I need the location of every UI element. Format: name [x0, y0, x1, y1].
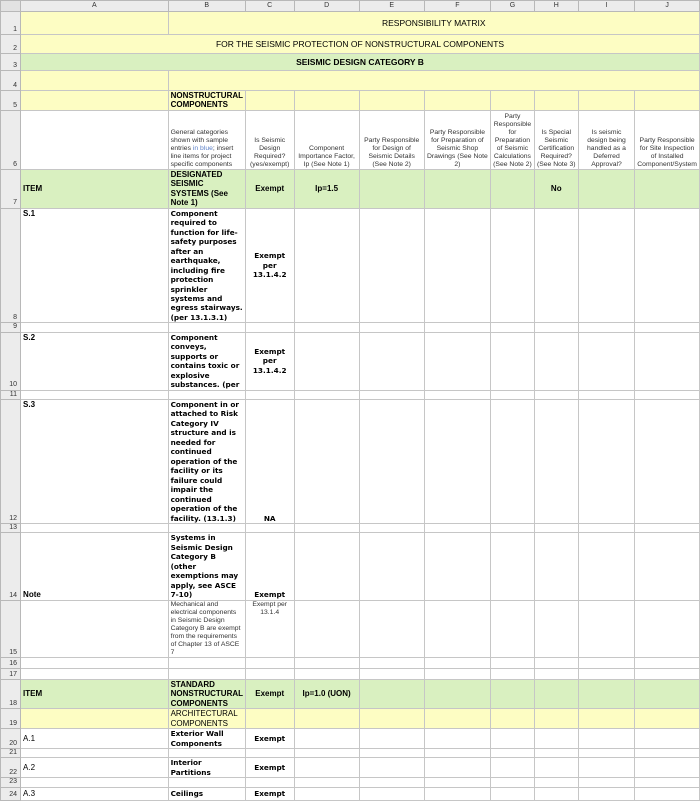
- cell[interactable]: [424, 323, 490, 332]
- cell[interactable]: [359, 332, 424, 390]
- section-header[interactable]: NONSTRUCTURAL COMPONENTS: [168, 91, 245, 111]
- cell[interactable]: [21, 390, 169, 399]
- cell[interactable]: [534, 524, 578, 533]
- cell[interactable]: [534, 668, 578, 679]
- row-header-17[interactable]: 17: [1, 668, 21, 679]
- cell[interactable]: [424, 709, 490, 729]
- column-heading-calculations[interactable]: Party Responsible for Preparation of Seismic Calculations (See Note 2): [491, 110, 535, 169]
- cell[interactable]: [491, 778, 535, 787]
- cell[interactable]: [578, 390, 634, 399]
- cell[interactable]: [424, 729, 490, 749]
- row-header-21[interactable]: 21: [1, 749, 21, 758]
- cell[interactable]: [424, 657, 490, 668]
- cell[interactable]: [635, 533, 700, 600]
- instructions-text-end: ; insert line items for project specific components: [170, 144, 234, 168]
- cell[interactable]: [359, 657, 424, 668]
- cell[interactable]: [578, 169, 634, 208]
- cell[interactable]: [294, 524, 359, 533]
- cell[interactable]: [578, 679, 634, 708]
- cell[interactable]: [424, 778, 490, 787]
- column-heading-certification[interactable]: Is Special Seismic Certification Required? (See Note 3): [534, 110, 578, 169]
- status-value[interactable]: Exempt: [245, 787, 294, 800]
- table-row: [1, 729, 700, 749]
- table-row: [1, 533, 700, 600]
- cell[interactable]: [534, 600, 578, 657]
- cell[interactable]: [491, 208, 535, 323]
- column-heading-design-party[interactable]: Party Responsible for Design of Seismic Details (See Note 2): [359, 110, 424, 169]
- item-code[interactable]: A.3: [21, 787, 169, 800]
- table-row: [1, 600, 700, 657]
- cell[interactable]: [635, 332, 700, 390]
- item-code[interactable]: A.1: [21, 729, 169, 749]
- cell[interactable]: [424, 533, 490, 600]
- table-row: [1, 332, 700, 390]
- item-description[interactable]: Component required to function for life-safety purposes after an earthquake, including fire protection sprinkler systems and egress stairways. (per 13.1.3.1): [168, 208, 245, 323]
- table-row: [1, 758, 700, 778]
- column-header-f[interactable]: F: [424, 1, 490, 12]
- cell[interactable]: [359, 91, 424, 111]
- cell[interactable]: [578, 787, 634, 800]
- cell[interactable]: [578, 778, 634, 787]
- cell[interactable]: [635, 778, 700, 787]
- row-header-13[interactable]: 13: [1, 524, 21, 533]
- cell[interactable]: [21, 110, 169, 169]
- cell[interactable]: [294, 91, 359, 111]
- cell[interactable]: [491, 749, 535, 758]
- cell[interactable]: [534, 533, 578, 600]
- column-header-i[interactable]: I: [578, 1, 634, 12]
- cell[interactable]: [534, 729, 578, 749]
- column-header-row: [1, 1, 700, 12]
- table-row: [1, 399, 700, 523]
- importance-factor-value[interactable]: Ip=1.5: [294, 169, 359, 208]
- cell[interactable]: [491, 600, 535, 657]
- importance-factor-value[interactable]: Ip=1.0 (UON): [294, 679, 359, 708]
- cell[interactable]: [534, 390, 578, 399]
- cell[interactable]: [245, 668, 294, 679]
- table-row: [1, 709, 700, 729]
- cell[interactable]: [245, 657, 294, 668]
- cell[interactable]: [578, 729, 634, 749]
- cell[interactable]: [359, 600, 424, 657]
- cell[interactable]: [491, 729, 535, 749]
- select-all-corner[interactable]: [1, 1, 21, 12]
- cell[interactable]: [578, 332, 634, 390]
- item-code[interactable]: S.2: [21, 332, 169, 390]
- cell[interactable]: [635, 399, 700, 523]
- cell[interactable]: [168, 778, 245, 787]
- cell[interactable]: [245, 323, 294, 332]
- cell[interactable]: [635, 758, 700, 778]
- cell[interactable]: [578, 399, 634, 523]
- status-value[interactable]: Exempt: [245, 169, 294, 208]
- table-row: [1, 524, 700, 533]
- cell[interactable]: [245, 91, 294, 111]
- cell[interactable]: [635, 787, 700, 800]
- matrix-title[interactable]: RESPONSIBILITY MATRIX: [168, 12, 699, 35]
- cell[interactable]: [635, 390, 700, 399]
- cell[interactable]: [294, 399, 359, 523]
- status-value[interactable]: Exempt per 13.1.4: [245, 600, 294, 657]
- cell[interactable]: [359, 208, 424, 323]
- seismic-category[interactable]: SEISMIC DESIGN CATEGORY B: [21, 54, 700, 71]
- cell[interactable]: [635, 208, 700, 323]
- cell[interactable]: [245, 749, 294, 758]
- cell[interactable]: [168, 71, 699, 91]
- certification-value[interactable]: No: [534, 169, 578, 208]
- table-row: [1, 12, 700, 35]
- cell[interactable]: [245, 390, 294, 399]
- cell[interactable]: [359, 399, 424, 523]
- cell[interactable]: [424, 679, 490, 708]
- column-header-j[interactable]: J: [635, 1, 700, 12]
- table-row: [1, 323, 700, 332]
- cell[interactable]: [635, 524, 700, 533]
- cell[interactable]: [578, 208, 634, 323]
- cell[interactable]: [168, 390, 245, 399]
- cell[interactable]: [168, 524, 245, 533]
- cell[interactable]: [635, 749, 700, 758]
- row-header-19[interactable]: 19: [1, 709, 21, 729]
- cell[interactable]: [635, 169, 700, 208]
- note-description[interactable]: Systems in Seismic Design Category B (other exemptions may apply, see ASCE 7-10): [168, 533, 245, 600]
- matrix-subtitle[interactable]: FOR THE SEISMIC PROTECTION OF NONSTRUCTURAL COMPONENTS: [21, 35, 700, 54]
- item-code[interactable]: S.1: [21, 208, 169, 323]
- cell[interactable]: [21, 12, 169, 35]
- row-header-23[interactable]: 23: [1, 778, 21, 787]
- cell[interactable]: [245, 778, 294, 787]
- row-header-10[interactable]: 10: [1, 332, 21, 390]
- cell[interactable]: [424, 169, 490, 208]
- cell[interactable]: [491, 390, 535, 399]
- column-heading-importance-factor[interactable]: Component Importance Factor, Ip (See Note 1): [294, 110, 359, 169]
- cell[interactable]: [21, 323, 169, 332]
- column-header-h[interactable]: H: [534, 1, 578, 12]
- table-row: [1, 668, 700, 679]
- status-value[interactable]: Exempt: [245, 758, 294, 778]
- table-row: [1, 35, 700, 54]
- column-header-d[interactable]: D: [294, 1, 359, 12]
- cell[interactable]: [491, 709, 535, 729]
- cell[interactable]: [534, 778, 578, 787]
- cell[interactable]: [294, 390, 359, 399]
- cell[interactable]: [491, 323, 535, 332]
- cell[interactable]: [245, 524, 294, 533]
- cell[interactable]: [359, 679, 424, 708]
- cell[interactable]: [491, 399, 535, 523]
- row-header-3[interactable]: 3: [1, 54, 21, 71]
- cell[interactable]: [359, 749, 424, 758]
- cell[interactable]: [491, 332, 535, 390]
- status-value[interactable]: Exempt: [245, 533, 294, 600]
- column-header-b[interactable]: B: [168, 1, 245, 12]
- cell[interactable]: [424, 399, 490, 523]
- cell[interactable]: [491, 758, 535, 778]
- row-header-22[interactable]: 22: [1, 758, 21, 778]
- cell[interactable]: [21, 600, 169, 657]
- cell[interactable]: [21, 71, 169, 91]
- cell[interactable]: [359, 390, 424, 399]
- instructions-cell[interactable]: [168, 110, 245, 169]
- blue-sample-link[interactable]: in blue: [192, 144, 213, 152]
- row-header-11[interactable]: 11: [1, 390, 21, 399]
- cell[interactable]: [635, 679, 700, 708]
- row-header-20[interactable]: 20: [1, 729, 21, 749]
- cell[interactable]: [294, 323, 359, 332]
- cell[interactable]: [635, 709, 700, 729]
- cell[interactable]: [534, 758, 578, 778]
- cell[interactable]: [635, 91, 700, 111]
- column-header-e[interactable]: E: [359, 1, 424, 12]
- cell[interactable]: [635, 600, 700, 657]
- cell[interactable]: [294, 668, 359, 679]
- status-value[interactable]: Exempt per 13.1.4.2: [245, 208, 294, 323]
- cell[interactable]: [294, 332, 359, 390]
- cell[interactable]: [491, 787, 535, 800]
- table-row: [1, 208, 700, 323]
- instructions-text: General categories shown with sample entries: [170, 128, 229, 152]
- cell[interactable]: [359, 709, 424, 729]
- cell[interactable]: [21, 709, 169, 729]
- table-row: [1, 71, 700, 91]
- cell[interactable]: [359, 524, 424, 533]
- cell[interactable]: [294, 729, 359, 749]
- cell[interactable]: [424, 758, 490, 778]
- cell[interactable]: [491, 533, 535, 600]
- cell[interactable]: [534, 91, 578, 111]
- cell[interactable]: [534, 787, 578, 800]
- item-description[interactable]: Exterior Wall Components: [168, 729, 245, 749]
- cell[interactable]: [424, 208, 490, 323]
- row-header-9[interactable]: 9: [1, 323, 21, 332]
- table-row: [1, 91, 700, 111]
- cell[interactable]: [359, 729, 424, 749]
- row-header-14[interactable]: 14: [1, 533, 21, 600]
- status-value[interactable]: Exempt: [245, 729, 294, 749]
- cell[interactable]: [21, 749, 169, 758]
- table-row: [1, 778, 700, 787]
- row-header-7[interactable]: 7: [1, 169, 21, 208]
- cell[interactable]: [359, 169, 424, 208]
- cell[interactable]: [21, 524, 169, 533]
- table-row: [1, 657, 700, 668]
- cell[interactable]: [424, 787, 490, 800]
- cell[interactable]: [21, 668, 169, 679]
- status-value[interactable]: Exempt: [245, 679, 294, 708]
- note-detail[interactable]: Mechanical and electrical components in Seismic Design Category B are exempt from the requirements of Chapter 13 of ASCE 7: [168, 600, 245, 657]
- column-heading-seismic-design[interactable]: Is Seismic Design Required? (yes/exempt): [245, 110, 294, 169]
- column-heading-shop-drawings[interactable]: Party Responsible for Preparation of Seismic Shop Drawings (See Note 2): [424, 110, 490, 169]
- cell[interactable]: [359, 323, 424, 332]
- cell[interactable]: [424, 524, 490, 533]
- cell[interactable]: [491, 169, 535, 208]
- column-header-g[interactable]: G: [491, 1, 535, 12]
- item-description[interactable]: Component in or attached to Risk Category IV structure and is needed for continued operation of the facility or its failure could impair the continued operation of the facility. (13.1.3): [168, 399, 245, 523]
- item-description[interactable]: Component conveys, supports or contains toxic or explosive substances. (per: [168, 332, 245, 390]
- row-header-1[interactable]: 1: [1, 12, 21, 35]
- note-label[interactable]: Note: [21, 533, 169, 600]
- cell[interactable]: [168, 323, 245, 332]
- designated-systems-header[interactable]: DESIGNATED SEISMIC SYSTEMS (See Note 1): [168, 169, 245, 208]
- cell[interactable]: [294, 787, 359, 800]
- cell[interactable]: [578, 657, 634, 668]
- item-label[interactable]: ITEM: [21, 679, 169, 708]
- cell[interactable]: [578, 600, 634, 657]
- table-row: [1, 110, 700, 169]
- cell[interactable]: [294, 208, 359, 323]
- row-header-5[interactable]: 5: [1, 91, 21, 111]
- cell[interactable]: [168, 657, 245, 668]
- row-header-18[interactable]: 18: [1, 679, 21, 708]
- cell[interactable]: [359, 533, 424, 600]
- cell[interactable]: [294, 533, 359, 600]
- row-header-6[interactable]: 6: [1, 110, 21, 169]
- cell[interactable]: [491, 524, 535, 533]
- cell[interactable]: [635, 657, 700, 668]
- cell[interactable]: [294, 709, 359, 729]
- cell[interactable]: [491, 91, 535, 111]
- cell[interactable]: [534, 399, 578, 523]
- table-row: [1, 787, 700, 800]
- table-row: [1, 749, 700, 758]
- cell[interactable]: [294, 657, 359, 668]
- cell[interactable]: [294, 749, 359, 758]
- status-value[interactable]: Exempt per 13.1.4.2: [245, 332, 294, 390]
- cell[interactable]: [534, 208, 578, 323]
- cell[interactable]: [294, 778, 359, 787]
- cell[interactable]: [534, 709, 578, 729]
- cell[interactable]: [578, 524, 634, 533]
- item-description[interactable]: Interior Partitions: [168, 758, 245, 778]
- cell[interactable]: [168, 749, 245, 758]
- cell[interactable]: [21, 91, 169, 111]
- table-row: [1, 679, 700, 708]
- cell[interactable]: [635, 729, 700, 749]
- architectural-header[interactable]: ARCHITECTURAL COMPONENTS: [168, 709, 245, 729]
- cell[interactable]: [635, 668, 700, 679]
- cell[interactable]: [294, 600, 359, 657]
- cell[interactable]: [245, 709, 294, 729]
- row-header-15[interactable]: 15: [1, 600, 21, 657]
- table-row: [1, 54, 700, 71]
- cell[interactable]: [534, 323, 578, 332]
- cell[interactable]: [534, 657, 578, 668]
- column-header-c[interactable]: C: [245, 1, 294, 12]
- cell[interactable]: [424, 749, 490, 758]
- cell[interactable]: [491, 679, 535, 708]
- cell[interactable]: [578, 749, 634, 758]
- cell[interactable]: [534, 332, 578, 390]
- cell[interactable]: [578, 758, 634, 778]
- cell[interactable]: [294, 758, 359, 778]
- cell[interactable]: [578, 91, 634, 111]
- row-header-24[interactable]: 24: [1, 787, 21, 800]
- standard-components-header[interactable]: STANDARD NONSTRUCTURAL COMPONENTS: [168, 679, 245, 708]
- table-row: [1, 390, 700, 399]
- cell[interactable]: [534, 749, 578, 758]
- cell[interactable]: [635, 323, 700, 332]
- status-value[interactable]: NA: [245, 399, 294, 523]
- column-heading-inspection[interactable]: Party Responsible for Site Inspection of Installed Component/System: [635, 110, 700, 169]
- cell[interactable]: [359, 787, 424, 800]
- row-header-2[interactable]: 2: [1, 35, 21, 54]
- cell[interactable]: [424, 332, 490, 390]
- cell[interactable]: [21, 657, 169, 668]
- cell[interactable]: [578, 709, 634, 729]
- cell[interactable]: [21, 778, 169, 787]
- cell[interactable]: [424, 390, 490, 399]
- cell[interactable]: [534, 679, 578, 708]
- row-header-8[interactable]: 8: [1, 208, 21, 323]
- item-label[interactable]: ITEM: [21, 169, 169, 208]
- cell[interactable]: [359, 758, 424, 778]
- column-header-a[interactable]: A: [21, 1, 169, 12]
- cell[interactable]: [359, 668, 424, 679]
- cell[interactable]: [359, 778, 424, 787]
- cell[interactable]: [424, 600, 490, 657]
- item-description[interactable]: Ceilings: [168, 787, 245, 800]
- item-code[interactable]: A.2: [21, 758, 169, 778]
- cell[interactable]: [491, 657, 535, 668]
- cell[interactable]: [578, 323, 634, 332]
- item-code[interactable]: S.3: [21, 399, 169, 523]
- cell[interactable]: [168, 668, 245, 679]
- cell[interactable]: [578, 668, 634, 679]
- table-row: [1, 169, 700, 208]
- column-heading-deferred[interactable]: Is seismic design being handled as a Deferred Approval?: [578, 110, 634, 169]
- cell[interactable]: [578, 533, 634, 600]
- cell[interactable]: [491, 668, 535, 679]
- row-header-16[interactable]: 16: [1, 657, 21, 668]
- cell[interactable]: [424, 91, 490, 111]
- row-header-12[interactable]: 12: [1, 399, 21, 523]
- row-header-4[interactable]: 4: [1, 71, 21, 91]
- cell[interactable]: [424, 668, 490, 679]
